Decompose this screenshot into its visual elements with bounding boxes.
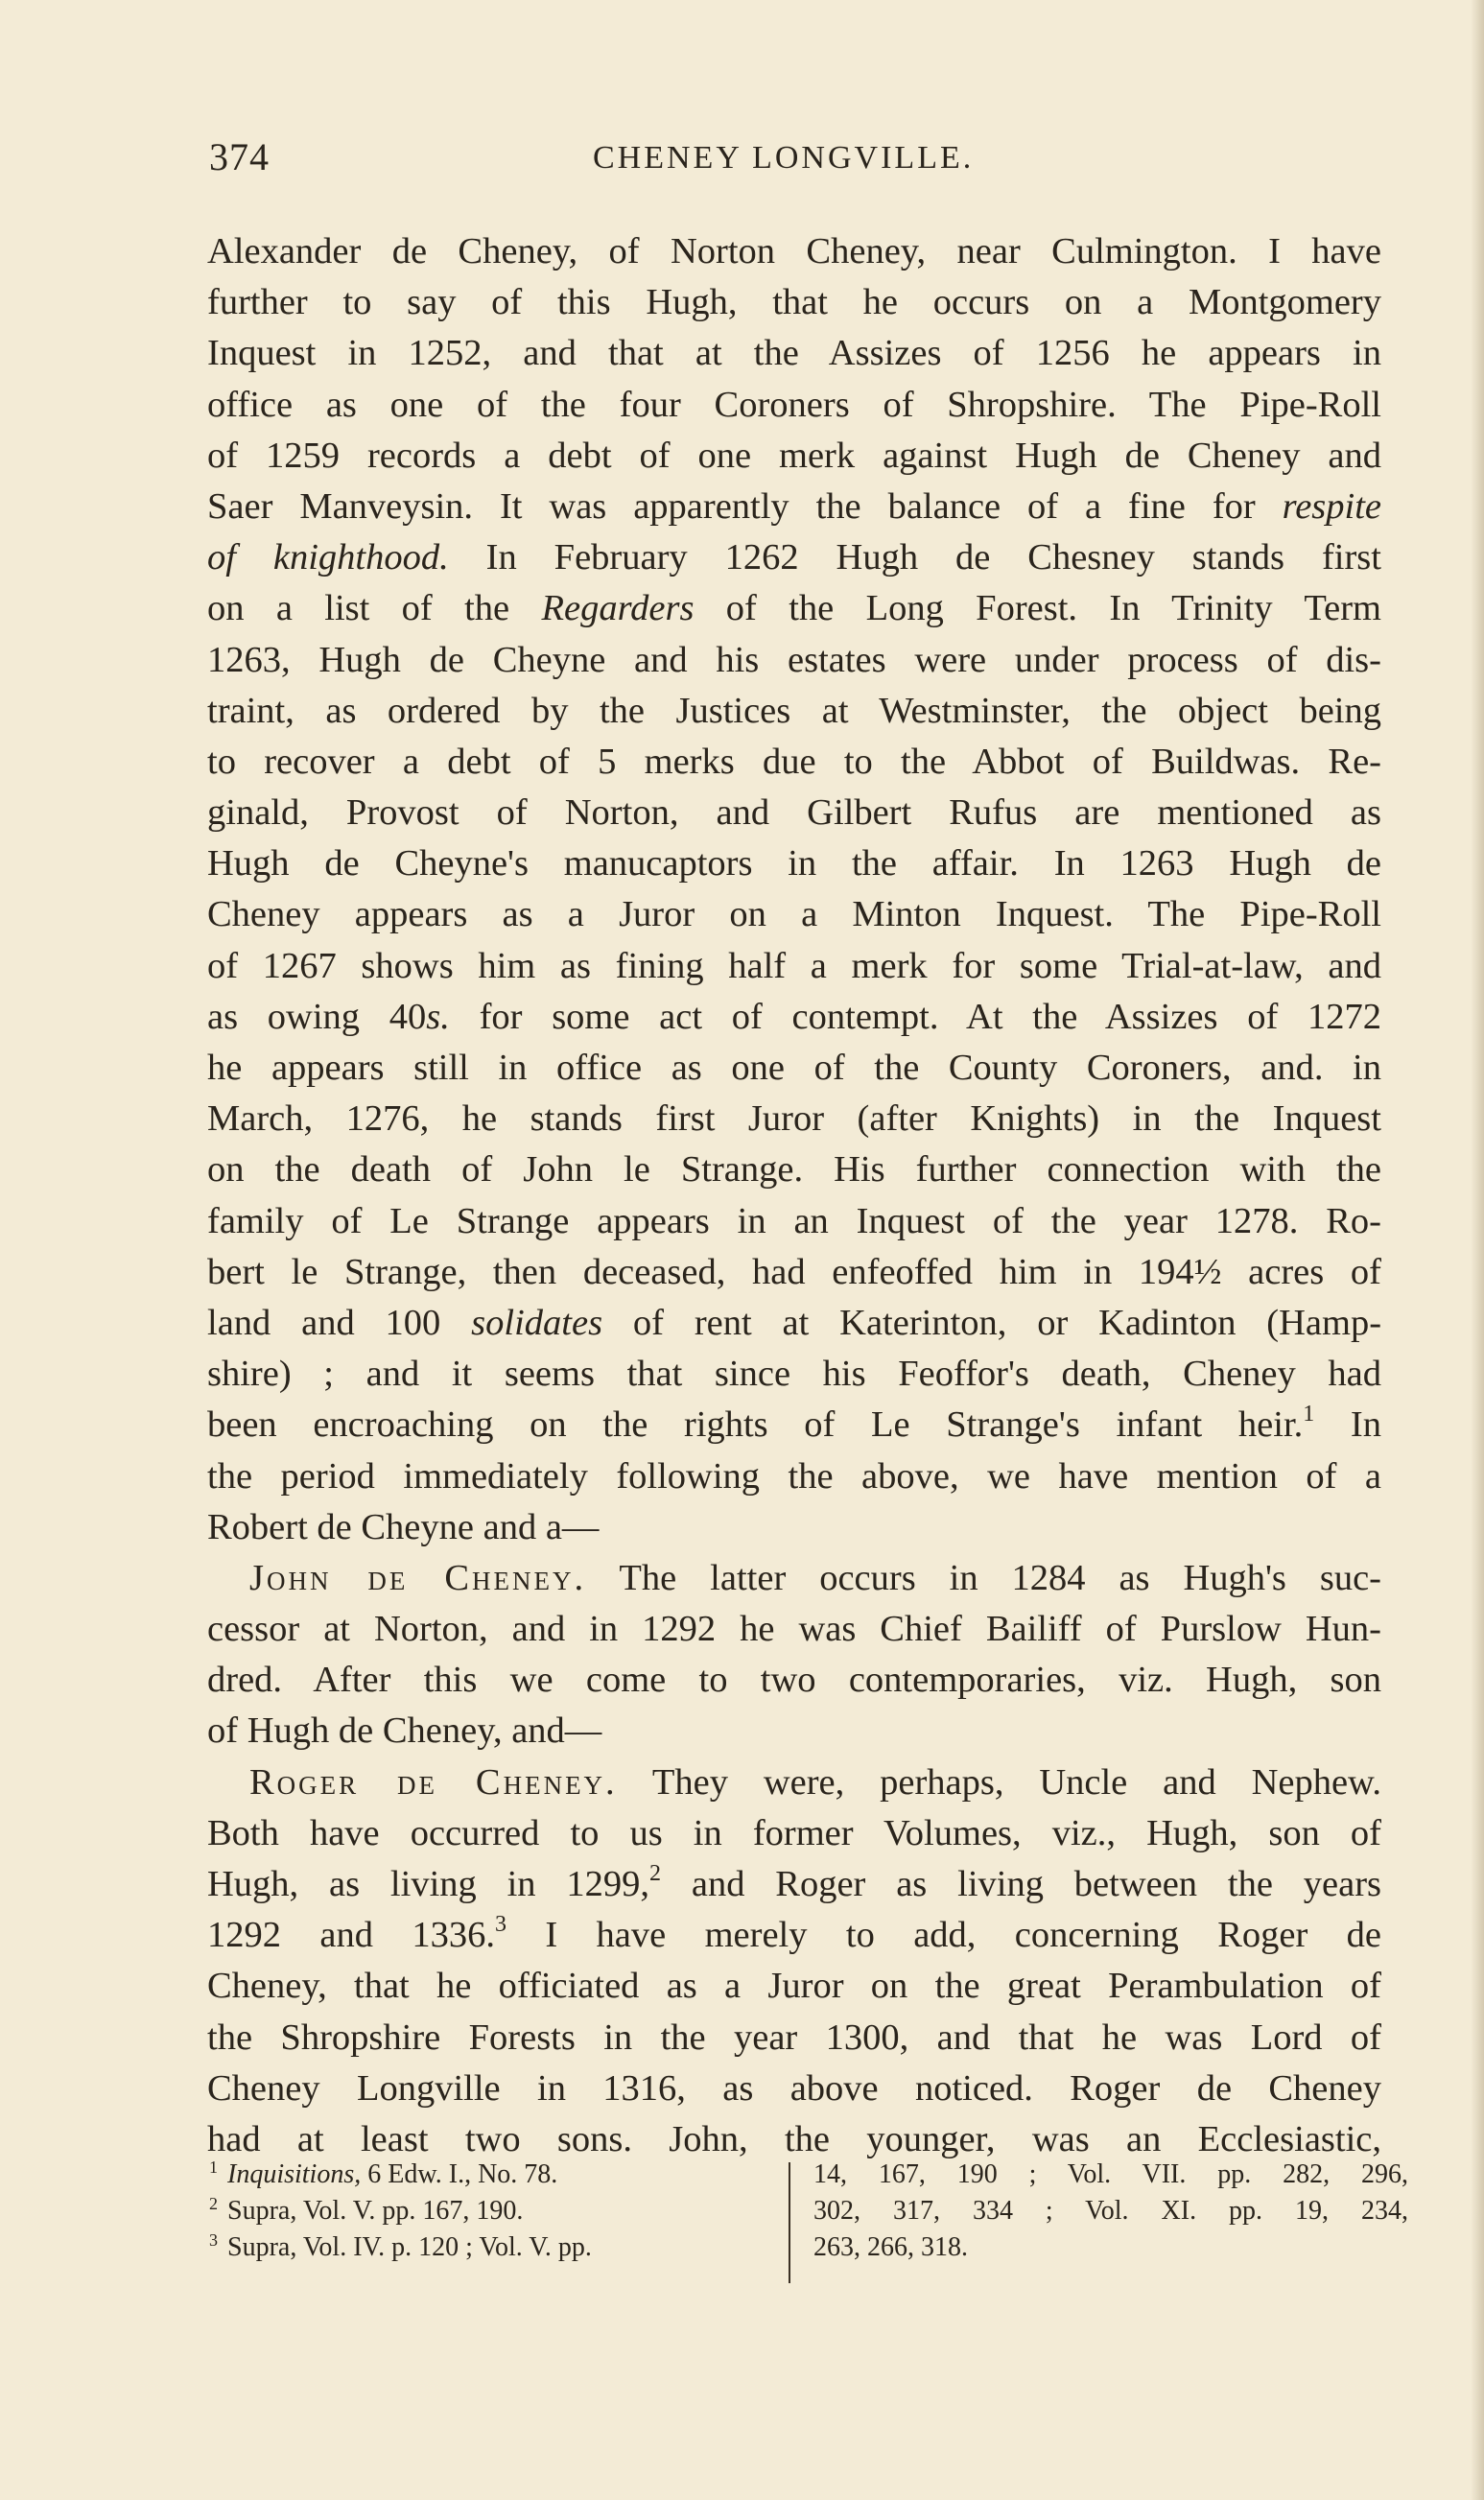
text-line: Hugh, as living in 1299,$^2$ and Roger as living between the years (207, 1861, 1381, 1904)
text-line: he appears still in office as one of the County Coroners, and. in (207, 1048, 1381, 1088)
footnotes (209, 2157, 1408, 2300)
footnote-ref: 1 (1303, 1402, 1315, 1427)
running-head: CHENEY LONGVILLE. (593, 140, 975, 176)
text-line: Hugh de Cheyne's manucaptors in the affair. In 1263 Hugh de (207, 843, 1381, 884)
text-line: bert le Strange, then deceased, had enfeoffed him in 194½ acres of (207, 1251, 1381, 1292)
text-line: on a list of the Regarders of the Long Forest. In Trinity Term (207, 588, 1381, 629)
text-line: dred. After this we come to two contemporaries, viz. Hugh, son (207, 1660, 1381, 1701)
italic-phrase: solidates (471, 1302, 603, 1343)
text-line: March, 1276, he stands first Juror (after Knights) in the Inquest (207, 1098, 1381, 1140)
text-line: cessor at Norton, and in 1292 he was Chief Bailiff of Purslow Hun- (207, 1609, 1381, 1650)
footnote-continuation: 302, 317, 334 ; Vol. XI. pp. 19, 234, (813, 2196, 1408, 2226)
text-line: had at least two sons. John, the younger, was an Ecclesiastic, (207, 2118, 1381, 2159)
footnote: $^3$ Supra, Vol. IV. p. 120 ; Vol. V. pp. (209, 2230, 592, 2262)
body-text (207, 226, 1381, 2165)
text-line: of 1267 shows him as fining half a merk for some Trial-at-law, and (207, 945, 1381, 986)
text-line: family of Le Strange appears in an Inquest of the year 1278. Ro- (207, 1200, 1381, 1241)
text-line: of 1259 records a debt of one merk against Hugh de Cheney and (207, 435, 1381, 476)
italic-phrase: Regarders (541, 588, 695, 629)
text-line: the Shropshire Forests in the year 1300, and that he was Lord of (207, 2017, 1381, 2058)
text-line: land and 100 solidates of rent at Katerinton, or Kadinton (Hamp- (207, 1302, 1382, 1343)
page-header (209, 134, 1389, 192)
text-line: Cheney Longville in 1316, as above noticed. Roger de Cheney (207, 2067, 1381, 2109)
text-line: Saer Manveysin. It was apparently the balance of a fine for respite (207, 485, 1382, 527)
text-line: to recover a debt of 5 merks due to the Abbot of Buildwas. Re- (207, 741, 1381, 782)
section-name: Roger de Cheney. (249, 1761, 618, 1803)
text-line: been encroaching on the rights of Le Strange's infant heir.$^1$ In (207, 1402, 1381, 1446)
footnote-ref: 2 (649, 1861, 662, 1886)
text-line: 1292 and 1336.$^3$ I have merely to add, concerning Roger de (207, 1912, 1382, 1956)
footnote: $^2$ Supra, Vol. V. pp. 167, 190. (209, 2194, 524, 2226)
page-edge-shadow (1471, 0, 1484, 2500)
text-line: further to say of this Hugh, that he occurs on a Montgomery (207, 282, 1381, 323)
italic-phrase: of knighthood. (207, 537, 449, 578)
footnotes-left-column (209, 2157, 766, 2266)
text-line: John de Cheney. The latter occurs in 1284 as Hugh's suc- (249, 1557, 1381, 1598)
text-line: of knighthood. In February 1262 Hugh de Chesney stands first (207, 537, 1381, 578)
text-line: Cheney, that he officiated as a Juror on the great Perambulation of (207, 1966, 1381, 2007)
text-line: Roger de Cheney. They were, perhaps, Uncle and Nephew. (249, 1761, 1381, 1803)
italic-phrase: respite (1282, 485, 1382, 527)
footnote-continuation: 263, 266, 318. (813, 2232, 968, 2262)
text-line: office as one of the four Coroners of Shropshire. The Pipe-Roll (207, 384, 1381, 425)
column-divider (789, 2162, 790, 2283)
text-line: Inquest in 1252, and that at the Assizes of 1256 he appears in (207, 333, 1381, 374)
italic-phrase: s. (426, 996, 450, 1037)
text-line: Cheney appears as a Juror on a Minton Inquest. The Pipe-Roll (207, 894, 1381, 935)
footnote-continuation: 14, 167, 190 ; Vol. VII. pp. 282, 296, (813, 2159, 1408, 2189)
page-number: 374 (209, 135, 270, 178)
footnote-ref: 3 (494, 1912, 506, 1938)
text-line: 1263, Hugh de Cheyne and his estates were under process of dis- (207, 639, 1381, 680)
text-line: Alexander de Cheney, of Norton Cheney, near Culmington. I have (207, 231, 1381, 271)
text-line: on the death of John le Strange. His further connection with the (207, 1149, 1381, 1191)
text-line: as owing 40s. for some act of contempt. At the Assizes of 1272 (207, 996, 1382, 1037)
text-line: Both have occurred to us in former Volumes, viz., Hugh, son of (207, 1812, 1381, 1853)
text-line: of Hugh de Cheney, and— (207, 1710, 602, 1752)
section-name: John de Cheney. (249, 1557, 587, 1598)
text-line: the period immediately following the above, we have mention of a (207, 1455, 1381, 1497)
text-line: traint, as ordered by the Justices at Westminster, the object being (207, 690, 1381, 731)
footnote: $^1$ Inquisitions, 6 Edw. I., No. 78. (209, 2158, 558, 2189)
text-line: ginald, Provost of Norton, and Gilbert Rufus are mentioned as (207, 792, 1381, 834)
text-line: Robert de Cheyne and a— (207, 1506, 600, 1547)
footnotes-right-column (813, 2157, 1408, 2266)
text-line: shire) ; and it seems that since his Feoffor's death, Cheney had (207, 1354, 1381, 1395)
